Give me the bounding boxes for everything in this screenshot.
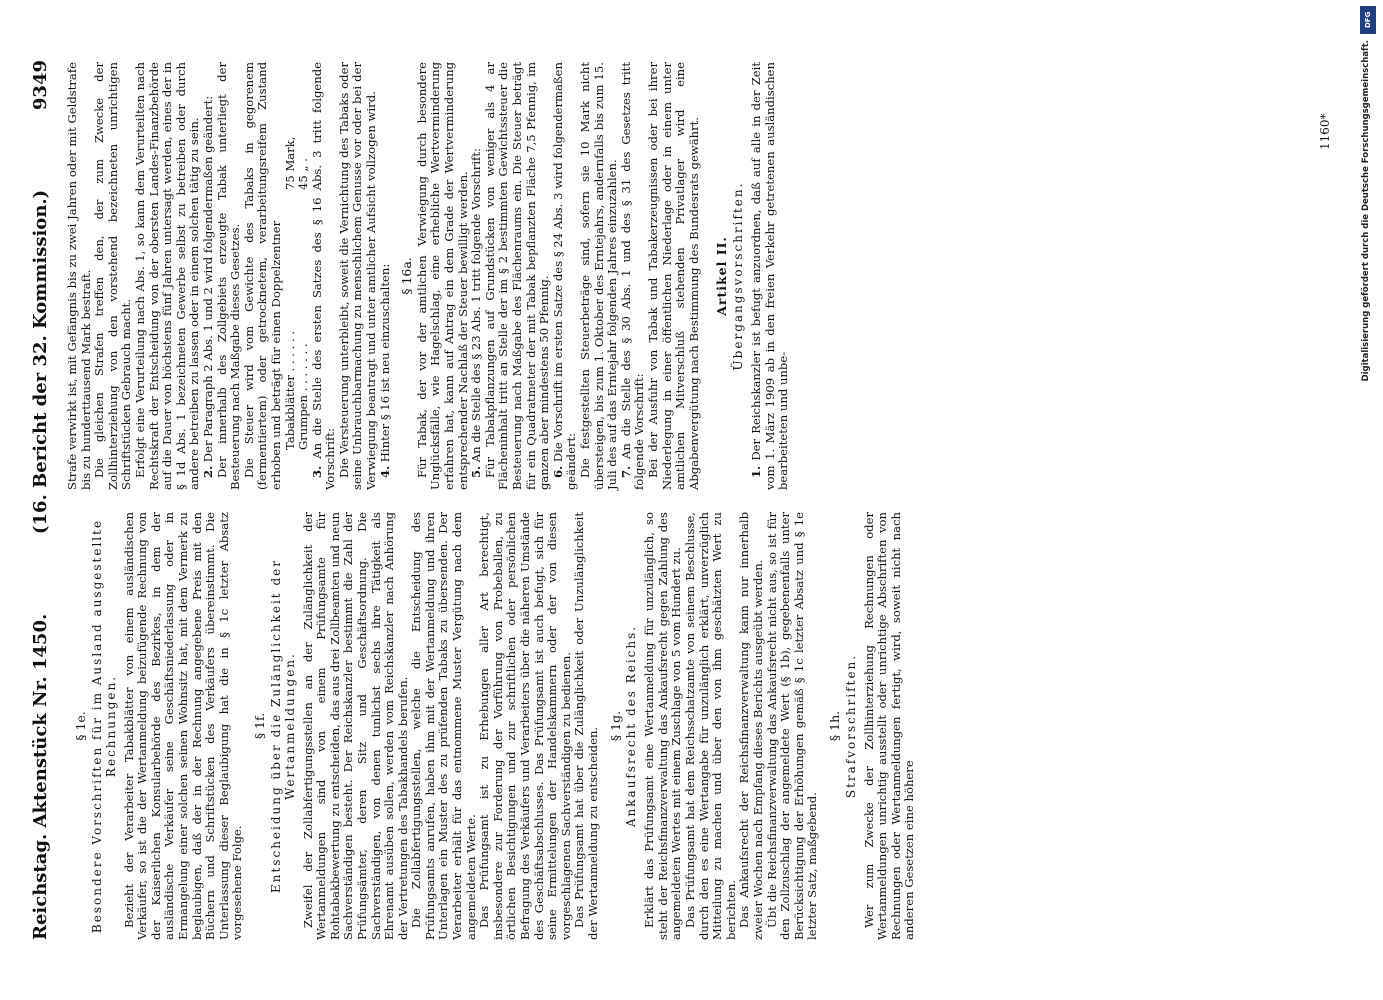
numbered-paragraph [750,62,791,490]
section-title: § 1h. [826,710,842,742]
numbered-paragraph [311,62,338,490]
paragraph: Erklärt das Prüfungsamt eine Wertanmeldung für unzulänglich, so steht der Reichsfinanzverwaltung das Ankaufsrecht gegen Zahlung des angemeldeten Wertes mit einem Zuschlage von 5 vom Hundert zu. [642,512,684,940]
paragraph: Für Tabakpflanzungen auf Grundstücken von weniger als 4 ar Flächeninhalt tritt an Stelle der im § 2 bestimmten Gewichtssteuer die Besteuerung nach Maßgabe des Flächenraums ein. Die Steuer beträgt für ein Quadratmeter der mit Tabak bepflanzten Fläche 7,5 Pfennig, im ganzen aber mindestens 50 Pfennig. [482,62,552,490]
paragraph: Die Zollabfertigungsstellen, welche die Entscheidung des Prüfungsamts anrufen, haben ihm mit der Wertanmeldung und ihren Unterlagen ein Muster des zu prüfenden Tabaks zu übersenden. Der Verarbeiter erhält für das entnommene Muster Vergütung nach dem angemeldeten Werte. [409,512,478,940]
item-number: 3. [309,465,324,478]
paragraph: Der innerhalb des Zollgebiets erzeugte Tabak unterliegt der Besteuerung nach Maßgabe dieses Gesetzes. [214,62,243,490]
item-number: 6. [550,465,565,478]
numbered-paragraph [202,62,216,490]
item-text: Die Vorschrift im ersten Satze des § 24 Abs. 3 wird folgendermaßen geändert: [550,62,579,490]
signature-mark: 1160* [1318,113,1332,150]
paragraph: Die Steuer wird vom Gewichte des Tabaks in gegorenem (fermentiertem) oder getrocknetem, verarbeitungsreifem Zustand erhoben und beträgt für einen Doppelzentner [241,62,283,490]
right-column [66,62,791,490]
section-title: § 1f. [251,712,267,740]
header-left: Reichstag. Aktenstück Nr. 1450. [30,613,51,940]
paragraph: Für Tabak, der vor der amtlichen Verwiegung durch besondere Unglücksfälle, wie Hagelschlag, eine erhebliche Wertverminderung erfahren hat, kann auf Antrag ein dem Grade der Wertverminderung entsprechender Nachlaß der Steuer bewilligt werden. [414,62,470,490]
paragraph: Das Ankaufsrecht der Reichsfinanzverwaltung kann nur innerhalb zweier Wochen nach Empfang dieses Berichts ausgeübt werden. [737,512,765,940]
rate-value: 75 Mark, [282,136,297,190]
paragraph: Die festgestellten Steuerbeträge sind, sofern sie 10 Mark nicht übersteigen, bis zum 1. Oktober des Erntejahrs, andernfalls bis zum 15. Juli des auf das Erntejahr folgenden Jahres einzuzahlen. [577,62,620,490]
running-head [30,60,51,940]
article-heading: Übergangsvorschriften. [730,181,745,371]
item-text: An die Stelle des § 30 Abs. 1 und des § 31 des Gesetzes tritt folgende Vorschrift: [618,62,647,490]
paragraph: Übt die Reichsfinanzverwaltung das Ankaufsrecht nicht aus, so ist für den Zollzuschlag der angemeldete Wert (§ 1b), gegebenenfalls unter Berücksichtigung der Erhöhungen gemäß § 1c letzter Absatz und § 1e letzter Satz, maßgebend. [764,512,820,940]
item-text: Der Reichskanzler ist befugt anzuordnen, daß auf alle in der Zeit vom 1. März 1909 ab in den freien Verkehr getretenen ausländischen bearbeiteten und unbe- [748,61,791,490]
item-text: Hinter § 16 ist neu einzuschalten: [377,263,392,463]
numbered-paragraph [620,62,647,490]
section-heading: Entscheidung über die Zulänglichkeit der Wertanmeldungen. [268,559,297,893]
item-text: An die Stelle des § 23 Abs. 1 tritt folgende Vorschrift: [469,148,484,463]
header-middle: (16. Bericht der 32. Kommission.) [30,189,51,535]
paragraph: Zweifel der Zollabfertigungsstellen an der Zulänglichkeit der Wertanmeldungen sind von einem Prüfungsamte für Rohtabakbewertung zu entscheiden, das aus drei Zollbeamten und neun Sachverständigen besteht. Der Reichskanzler bestimmt die Zahl der Prüfungsämter, deren Sitz und Geschäftsordnung. Die Sachverständigen, von denen tunlichst sechs ihre Tätigkeit als Ehrenamt ausüben sollen, werden vom Reichskanzler nach Anhörung der Vertretungen des Tabakhandels berufen. [300,512,410,940]
section-heading: Ankaufsrecht des Reichs. [624,624,639,828]
paragraph: Das Prüfungsamt hat über die Zulänglichkeit oder Unzulänglichkeit der Wertanmeldung zu entscheiden. [572,512,600,940]
section-heading: Besondere Vorschriften für im Ausland ausgestellte Rechnungen. [89,518,118,934]
dfg-logo-icon: DFG [1360,6,1376,34]
item-text: Der Paragraph 2 Abs. 1 und 2 wird folgendermaßen geändert: [200,95,215,463]
numbered-paragraph [379,62,393,490]
section-title: § 1g. [607,710,623,742]
item-number: 2. [200,465,215,478]
numbered-paragraph [552,62,579,490]
left-column [66,512,917,940]
digitization-credit: Digitalisierung gefördert durch die Deutsche Forschungsgemeinschaft. [1361,40,1371,382]
item-number: 7. [618,465,633,478]
paragraph: Erfolgt eine Verurteilung nach Abs. 1, so kann dem Verurteilten nach Rechtskraft der Entscheidung von der obersten Landes-Finanzbehörde auf die Dauer von höchstens fünf Jahren untersagt werden, eines der in § 1d Abs. 1 bezeichneten Gewerbe selbst zu betreiben oder durch andere betreiben zu lassen oder in einem solchen tätig zu sein. [132,62,202,490]
section-title: § 16a. [399,257,415,295]
paragraph: Bei der Ausfuhr von Tabak und Tabakerzeugnissen oder bei ihrer Niederlegung in einer öffentlichen Niederlage oder in einem unter amtlichen Mitverschluß stehenden Privatlager wird eine Abgabenvergütung nach Bestimmung des Bundesrats gewährt. [645,62,701,490]
paragraph: Das Prüfungsamt ist zu Erhebungen aller Art berechtigt, insbesondere zur Forderung der Vorführung von Probeballen, zu örtlichen Besichtigungen und zur schriftlichen oder persönlichen Befragung des Verkäufers und Verarbeiters über die näheren Umstände des Geschäftsabschlusses. Das Prüfungsamt ist auch befugt, sich für seine Ermittelungen der Handelskammern oder der von diesen vorgeschlagenen Sachverständigen zu bedienen. [477,512,573,940]
tax-rate-row [297,62,311,450]
item-text: An die Stelle des ersten Satzes des § 16 Abs. 3 tritt folgende Vorschrift: [309,61,338,490]
paragraph: Bezieht der Verarbeiter Tabakblätter von einem ausländischen Verkäufer, so ist die der Wertanmeldung beizufügende Rechnung von der Kaiserlichen Konsularbehörde des Bezirkes, in dem der ausländische Verkäufer seine Geschäftsniederlassung oder in Ermangelung einer solchen seinen Wohnsitz hat, mit dem Vermerk zu beglaubigen, daß der in der Rechnung angegebene Preis mit den Büchern und Schriftstücken des Verkäufers übereinstimmt. Die Unterlassung dieser Beglaubigung hat die in § 1c letzter Absatz vorgesehene Folge. [121,512,245,940]
item-number: 5. [469,465,484,478]
item-number: 1. [748,465,763,478]
paragraph: Die Versteuerung unterbleibt, soweit die Vernichtung des Tabaks oder seine Unbrauchbarmachung zu menschlichem Genusse vor oder bei der Verwiegung beantragt und unter amtlicher Aufsicht vollzogen wird. [336,62,379,490]
tax-rate-row [284,62,298,450]
paragraph: Das Prüfungsamt hat dem Reichsschatzamte von seinem Beschlusse, durch den es eine Wertangabe für unzulänglich erklärt, unverzüglich Mitteilung zu machen und über den von ihm geschätzten Wert zu berichten. [682,512,738,940]
paragraph: Strafe verwirkt ist, mit Gefängnis bis zu zwei Jahren oder mit Geldstrafe bis zu hunderttausend Mark bestraft. [65,62,93,490]
item-number: 4. [377,465,392,478]
paragraph: Wer zum Zwecke der Zollhinterziehung Rechnungen oder Wertanmeldungen unrichtig ausstellt oder unrichtige Abschriften von Rechnungen oder Wertanmeldungen fertigt, wird, soweit nicht nach anderen Gesetzen eine höhere [861,512,917,940]
article-title: Artikel II. [714,236,730,316]
digitization-note [1357,0,1379,1000]
paragraph: Die gleichen Strafen treffen den, der zum Zwecke der Zollhinterziehung von den vorstehend bezeichneten unrichtigen Schriftstücken Gebrauch macht. [92,62,134,490]
rate-label: Tabakblätter . . . . . . [282,330,297,450]
page-number: 9349 [30,60,51,111]
numbered-paragraph [470,62,484,490]
rate-label: Grumpen . . . . . . . [296,343,311,450]
rate-value: 45 „ . [296,158,311,190]
section-heading: Strafvorschriften. [843,653,858,799]
section-title: § 1e. [73,711,88,741]
